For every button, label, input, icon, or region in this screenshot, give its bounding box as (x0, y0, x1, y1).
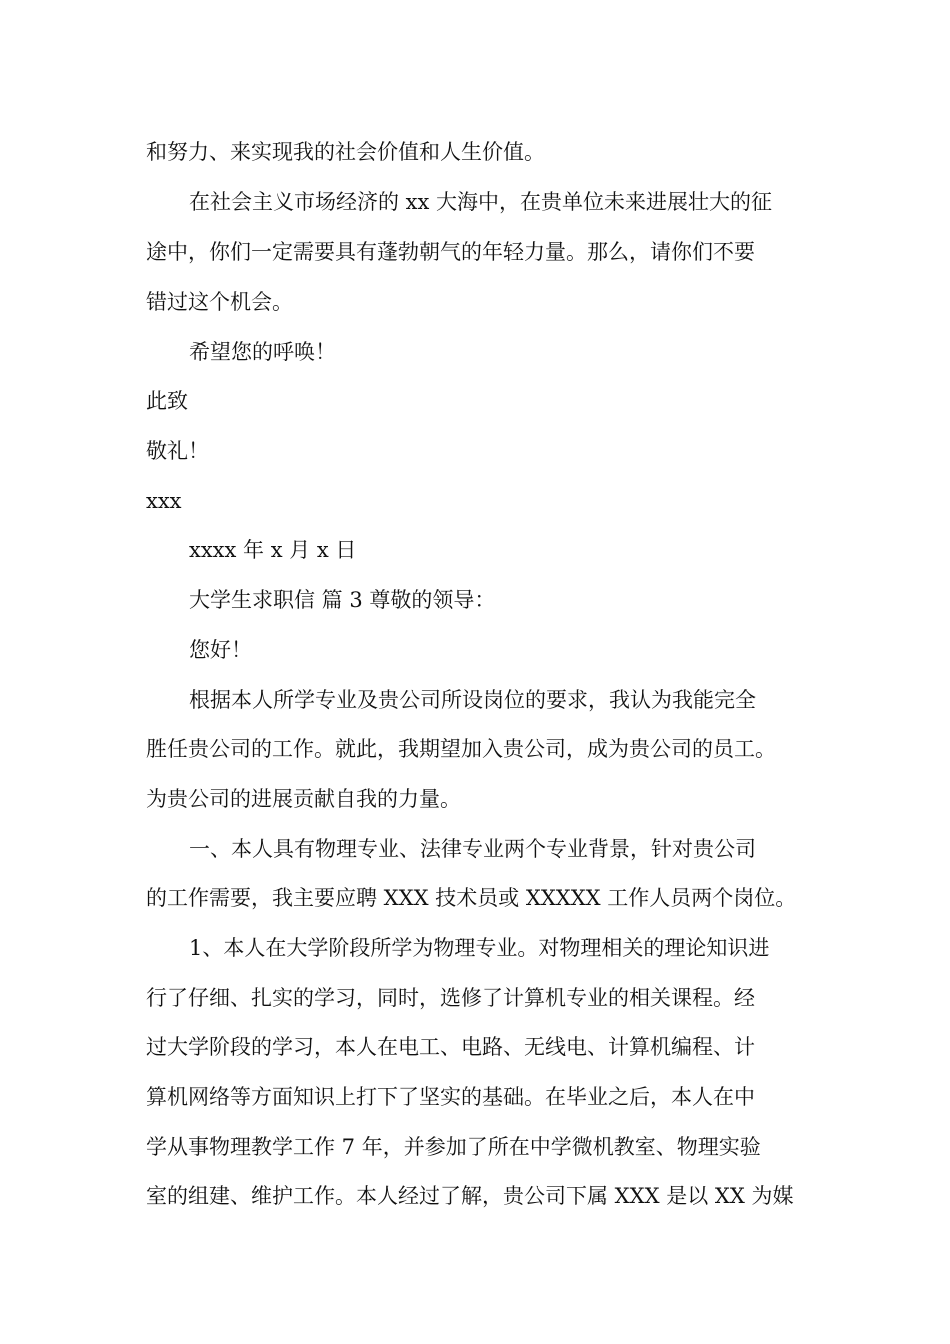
text-line: 1、本人在大学阶段所学为物理专业。对物理相关的理论知识进 (189, 936, 770, 960)
text-line: 为贵公司的进展贡献自我的力量。 (146, 787, 461, 811)
text-line: 一、本人具有物理专业、法律专业两个专业背景，针对贵公司 (189, 837, 756, 861)
text-line: 敬礼！ (146, 439, 209, 463)
text-line: 错过这个机会。 (146, 290, 293, 314)
text-line: xxxx 年 x 月 x 日 (189, 538, 357, 562)
text-line: 大学生求职信 篇 3 尊敬的领导： (189, 588, 496, 612)
text-line: 根据本人所学专业及贵公司所设岗位的要求，我认为我能完全 (189, 688, 756, 712)
text-line: xxx (146, 489, 182, 513)
text-line: 和努力、来实现我的社会价值和人生价值。 (146, 140, 545, 164)
text-line: 的工作需要，我主要应聘 XXX 技术员或 XXXXX 工作人员两个岗位。 (146, 886, 797, 910)
text-line: 途中，你们一定需要具有蓬勃朝气的年轻力量。那么，请你们不要 (146, 240, 755, 264)
text-line: 此致 (146, 389, 188, 413)
text-line: 过大学阶段的学习，本人在电工、电路、无线电、计算机编程、计 (146, 1035, 755, 1059)
text-line: 胜任贵公司的工作。就此，我期望加入贵公司，成为贵公司的员工。 (146, 737, 776, 761)
text-line: 室的组建、维护工作。本人经过了解，贵公司下属 XXX 是以 XX 为媒 (146, 1184, 794, 1208)
text-line: 您好！ (189, 638, 252, 662)
text-line: 学从事物理教学工作 7 年，并参加了所在中学微机教室、物理实验 (146, 1135, 761, 1159)
text-line: 算机网络等方面知识上打下了坚实的基础。在毕业之后，本人在中 (146, 1085, 755, 1109)
text-line: 希望您的呼唤！ (189, 340, 336, 364)
text-line: 行了仔细、扎实的学习，同时，选修了计算机专业的相关课程。经 (146, 986, 755, 1010)
text-line: 在社会主义市场经济的 xx 大海中，在贵单位未来进展壮大的征 (189, 190, 773, 214)
